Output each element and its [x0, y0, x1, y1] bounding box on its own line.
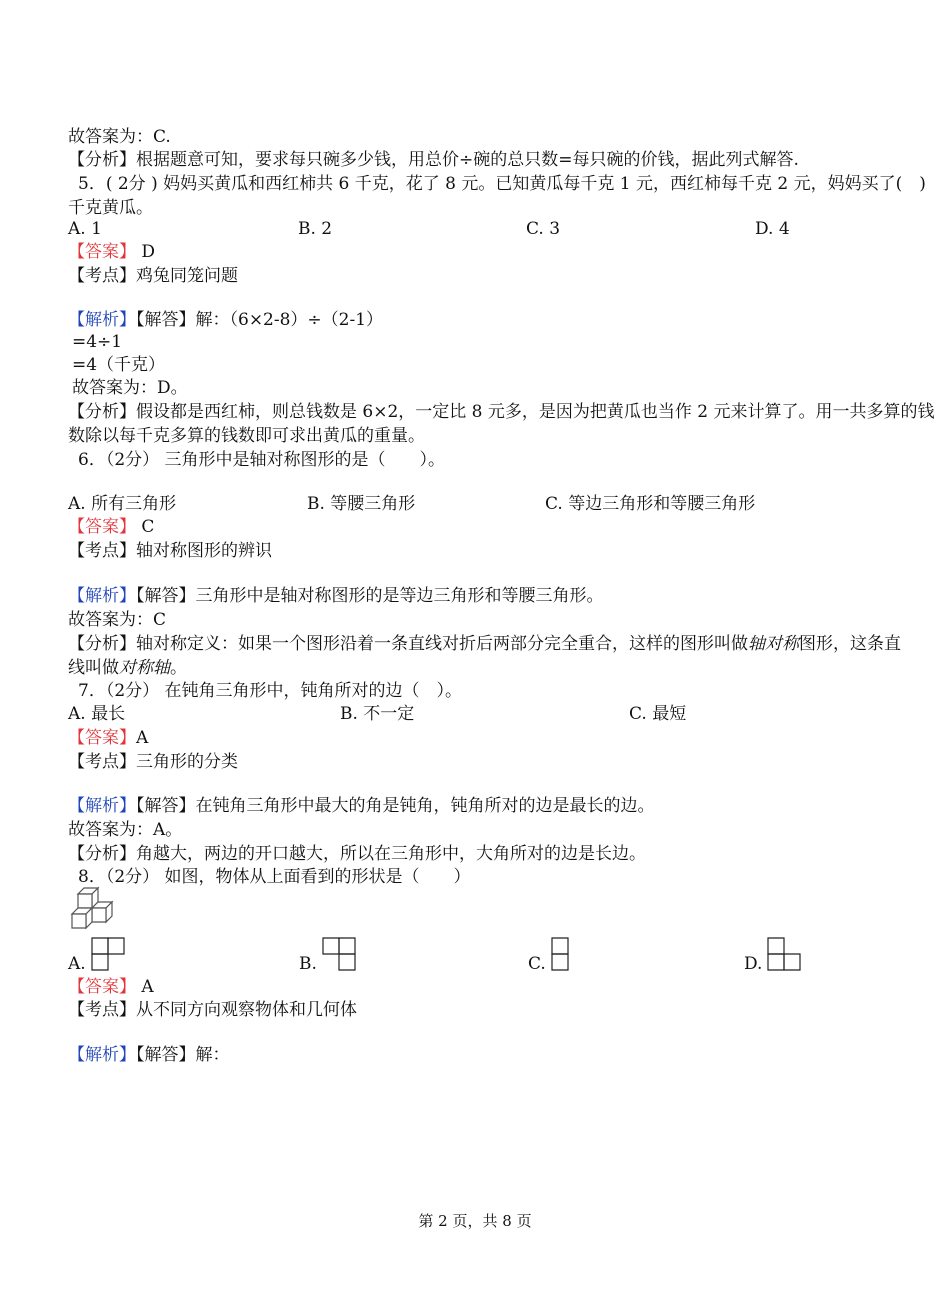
q5-answer	[68, 241, 155, 263]
analysis-italic: 对称轴	[119, 658, 170, 678]
q5-option-a: A. 1	[68, 219, 102, 239]
answer-value: A	[136, 977, 154, 997]
q6-stem: 6．（2分） 三角形中是轴对称图形的是（ ）。	[78, 450, 446, 470]
answer-label: 【答案】	[68, 242, 136, 262]
q5-analysis-line2: 数除以每千克多算的钱数即可求出黄瓜的重量。	[68, 426, 425, 446]
q5-explanation	[68, 309, 383, 331]
q8-explanation	[68, 1044, 230, 1066]
answer-value: C	[136, 517, 155, 537]
q7-conclusion: 故答案为：A。	[68, 820, 183, 840]
q5-step-2: =4（千克）	[72, 355, 166, 375]
q5-stem-line1: 5．( 2分 ) 妈妈买黄瓜和西红柿共 6 千克，花了 8 元。已知黄瓜每千克 1 元，西红柿每千克 2 元，妈妈买了( )	[78, 174, 926, 194]
q8-option-a: A.	[68, 954, 86, 974]
q6-analysis-line1	[68, 633, 901, 655]
q8-option-c-figure	[551, 937, 571, 971]
analysis-text: 【分析】轴对称定义：如果一个图形沿着一条直线对折后两部分完全重合，这样的图形叫做	[68, 634, 748, 654]
q6-conclusion: 故答案为：C	[68, 610, 167, 630]
q5-option-c: C. 3	[526, 219, 561, 239]
q8-knowledge-point: 【考点】从不同方向观察物体和几何体	[68, 1000, 357, 1020]
q8-option-c: C.	[528, 954, 546, 974]
q5-analysis-line1: 【分析】假设都是西红柿，则总钱数是 6×2，一定比 8 元多，是因为把黄瓜也当作 2 元来计算了。用一共多算的钱	[68, 402, 935, 422]
q5-option-b: B. 2	[298, 219, 333, 239]
answer-value: D	[136, 242, 156, 262]
explanation-text: 【解答】解：（6×2-8）÷（2-1）	[136, 310, 384, 330]
explanation-label: 【解析】	[68, 310, 136, 330]
cube-front-face	[78, 894, 92, 908]
analysis-text: 图形，这条直	[799, 634, 901, 654]
q7-option-c: C. 最短	[629, 704, 687, 724]
answer-label: 【答案】	[68, 728, 136, 748]
analysis-italic: 轴对称	[748, 634, 799, 654]
q6-option-b: B. 等腰三角形	[307, 494, 416, 514]
page-footer: 第 2 页，共 8 页	[418, 1212, 532, 1230]
q6-explanation	[68, 585, 604, 607]
q7-option-a: A. 最长	[68, 704, 126, 724]
q7-analysis: 【分析】角越大，两边的开口越大，所以在三角形中，大角所对的边是长边。	[68, 844, 646, 864]
q5-step-1: =4÷1	[72, 332, 123, 352]
cube-stack-figure	[68, 886, 120, 934]
q8-answer	[68, 976, 154, 998]
prev-answer-line: 故答案为：C.	[68, 127, 171, 147]
explanation-label: 【解析】	[68, 796, 136, 816]
q7-stem: 7．（2分） 在钝角三角形中，钝角所对的边（ ）。	[78, 681, 463, 701]
prev-analysis-line: 【分析】根据题意可知，要求每只碗多少钱，用总价÷碗的总只数=每只碗的价钱，据此列式解答.	[68, 150, 799, 170]
q8-stem: 8．（2分） 如图，物体从上面看到的形状是（ ）	[78, 867, 471, 887]
q8-option-a-figure	[91, 937, 127, 971]
q6-analysis-line2	[68, 657, 187, 679]
q7-option-b: B. 不一定	[340, 704, 415, 724]
answer-label: 【答案】	[68, 517, 136, 537]
q6-answer	[68, 516, 154, 538]
q7-knowledge-point: 【考点】三角形的分类	[68, 752, 238, 772]
q5-option-d: D. 4	[755, 219, 790, 239]
q5-knowledge-point: 【考点】鸡兔同笼问题	[68, 266, 238, 286]
explanation-label: 【解析】	[68, 586, 136, 606]
q6-option-c: C. 等边三角形和等腰三角形	[545, 494, 756, 514]
cube-front-face	[72, 914, 86, 928]
q7-explanation	[68, 795, 655, 817]
q8-option-d: D.	[744, 954, 763, 974]
analysis-text: 线叫做	[68, 658, 119, 678]
q6-option-a: A. 所有三角形	[68, 494, 177, 514]
q5-conclusion: 故答案为：D。	[72, 378, 188, 398]
explanation-text: 【解答】解：	[136, 1045, 230, 1065]
q8-option-b-figure	[322, 937, 358, 971]
q8-option-b: B.	[299, 954, 317, 974]
cube-front-face	[92, 908, 106, 922]
explanation-label: 【解析】	[68, 1045, 136, 1065]
analysis-text: 。	[170, 658, 187, 678]
answer-label: 【答案】	[68, 977, 136, 997]
explanation-text: 【解答】在钝角三角形中最大的角是钝角，钝角所对的边是最长的边。	[136, 796, 655, 816]
answer-value: A	[136, 728, 149, 748]
q7-answer	[68, 727, 148, 749]
explanation-text: 【解答】三角形中是轴对称图形的是等边三角形和等腰三角形。	[136, 586, 604, 606]
q8-option-d-figure	[767, 937, 803, 971]
q5-stem-line2: 千克黄瓜。	[68, 198, 153, 218]
q6-knowledge-point: 【考点】轴对称图形的辨识	[68, 541, 272, 561]
